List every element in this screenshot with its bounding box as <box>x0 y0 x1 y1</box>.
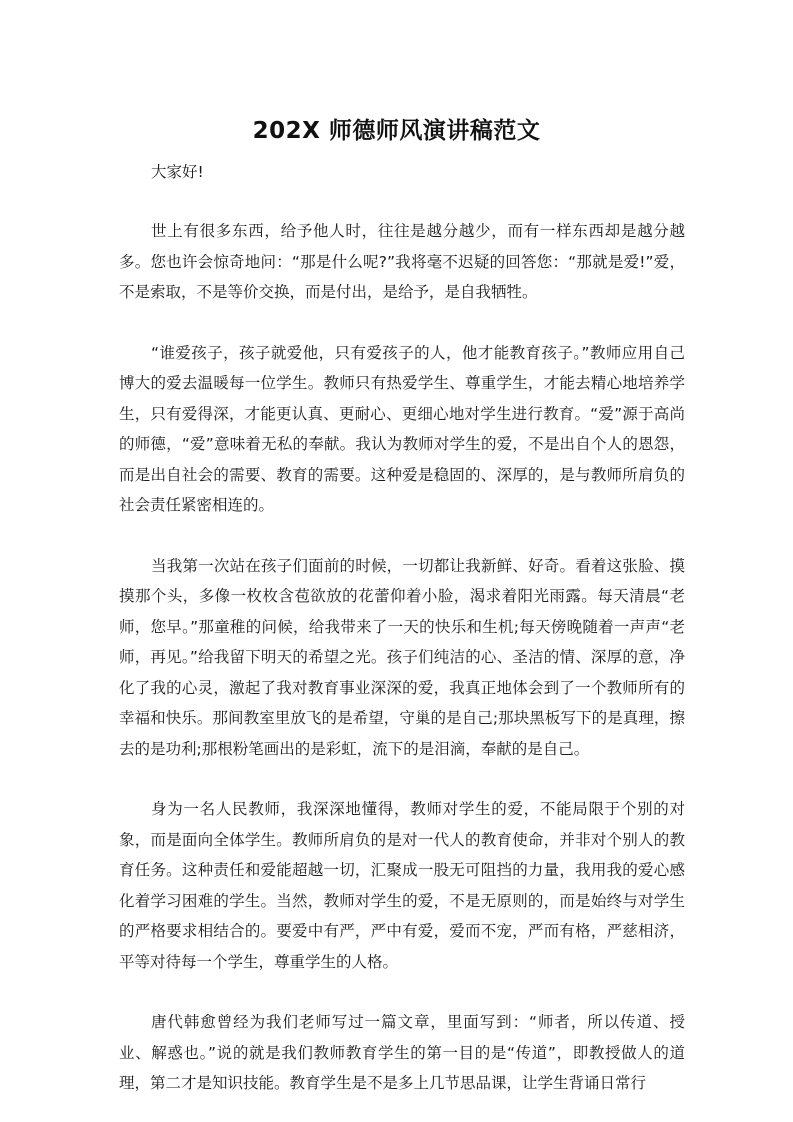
document-body <box>119 158 685 1099</box>
paragraph-5: 唐代韩愈曾经为我们老师写过一篇文章，里面写到：“师者，所以传道、授业、解惑也。”说的就是我们教师教育学生的第一目的是“传道”，即教授做人的道理，第二才是知识技能。教育学生是不是多上几节思品课，让学生背诵日常行 <box>119 1013 685 1092</box>
document-title: 202X 师德师风演讲稿范文 <box>252 118 541 144</box>
paragraph-4: 身为一名人民教师，我深深地懂得，教师对学生的爱，不能局限于个别的对象，而是面向全体学生。教师所肩负的是对一代人的教育使命，并非对个别人的教育任务。这种责任和爱能超越一切，汇聚成一股无可阻挡的力量，我用我的爱心感化着学习困难的学生。当然，教师对学生的爱，不是无原则的，而是始终与对学生的严格要求相结合的。要爱中有严，严中有爱，爱而不宠，严而有格，严慈相济，平等对待每一个学生，尊重学生的人格。 <box>119 800 685 971</box>
paragraph-3: 当我第一次站在孩子们面前的时候，一切都让我新鲜、好奇。看着这张脸、摸摸那个头，多像一枚枚含苞欲放的花蕾仰着小脸，渴求着阳光雨露。每天清晨“老师，您早。”那童稚的问候，给我带来了一天的快乐和生机;每天傍晚随着一声声“老师，再见。”给我留下明天的希望之光。孩子们纯洁的心、圣洁的情、深厚的意，净化了我的心灵，激起了我对教育事业深深的爱，我真正地体会到了一个教师所有的幸福和快乐。那间教室里放飞的是希望，守巢的是自己;那块黑板写下的是真理，擦去的是功利;那根粉笔画出的是彩虹，流下的是泪滴，奉献的是自己。 <box>119 556 685 758</box>
paragraph-2: “谁爱孩子，孩子就爱他，只有爱孩子的人，他才能教育孩子。”教师应用自己博大的爱去温暖每一位学生。教师只有热爱学生、尊重学生，才能去精心地培养学生，只有爱得深，才能更认真、更耐心、更细心地对学生进行教育。“爱”源于高尚的师德，“爱”意味着无私的奉献。我认为教师对学生的爱，不是出自个人的恩怨，而是出自社会的需要、教育的需要。这种爱是稳固的、深厚的，是与教师所肩负的社会责任紧密相连的。 <box>119 343 685 514</box>
paragraph-1: 世上有很多东西，给予他人时，往往是越分越少，而有一样东西却是越分越多。您也许会惊奇地问：“那是什么呢?”我将毫不迟疑的回答您：“那就是爱!”爱，不是索取，不是等价交换，而是付出，是给予，是自我牺牲。 <box>119 222 685 301</box>
greeting: 大家好! <box>151 163 204 181</box>
